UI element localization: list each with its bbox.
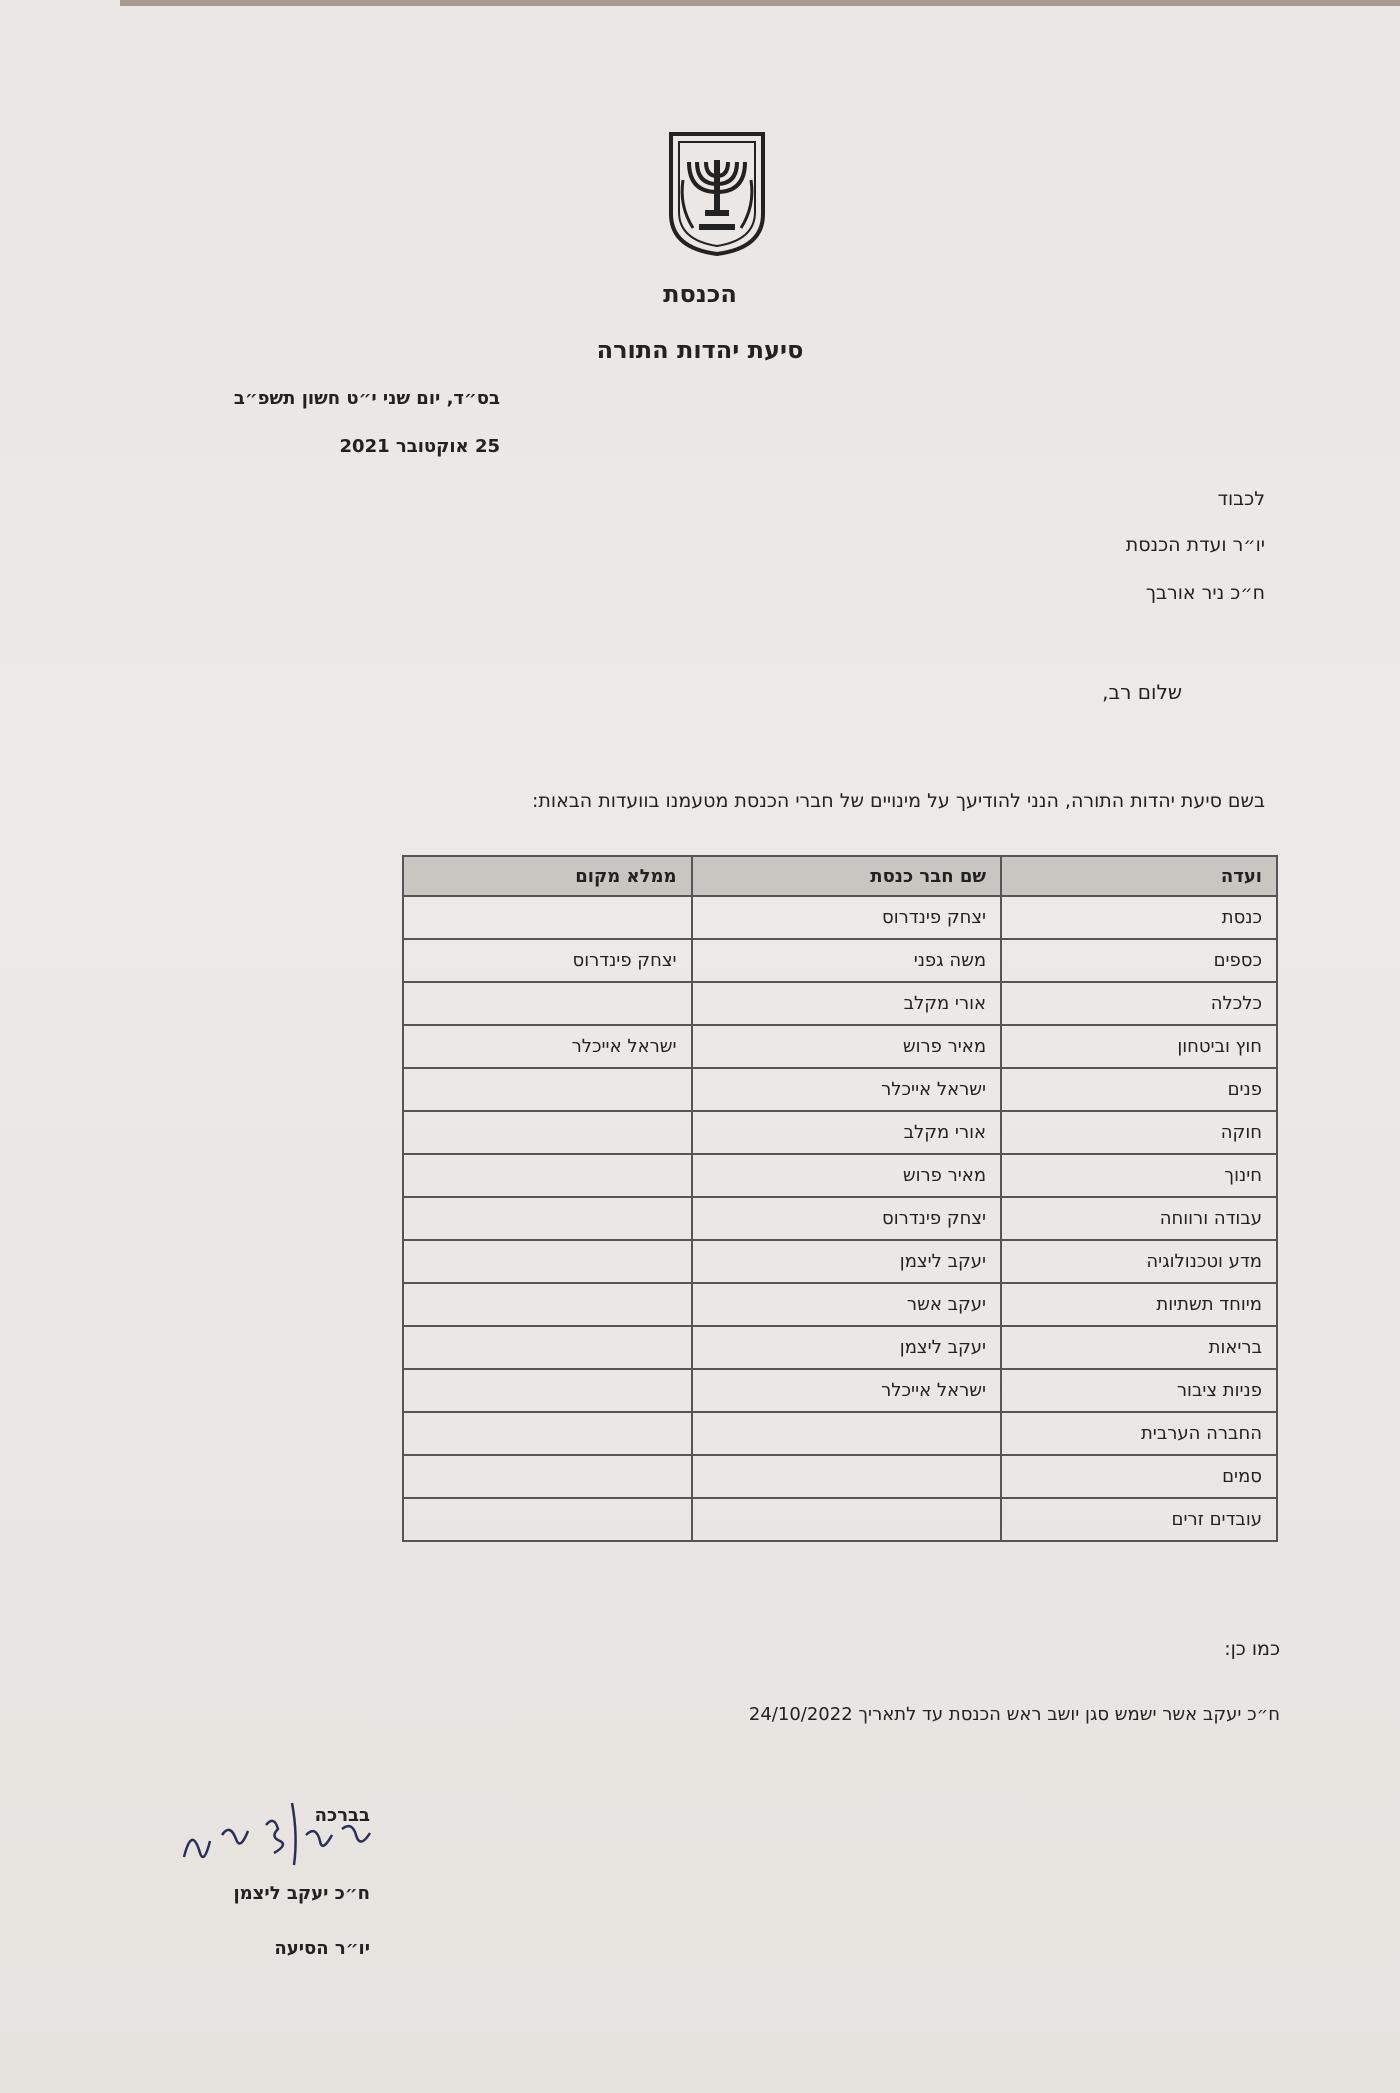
cell-replacement	[403, 1197, 692, 1240]
cell-replacement	[403, 1240, 692, 1283]
cell-committee: סמים	[1001, 1455, 1277, 1498]
gregorian-date: 25 אוקטובר 2021	[339, 436, 500, 457]
table-row	[403, 939, 1277, 982]
cell-committee: עבודה ורווחה	[1001, 1197, 1277, 1240]
closing-regards: בברכה	[314, 1805, 370, 1826]
cell-replacement	[403, 1369, 692, 1412]
cell-member: אורי מקלב	[692, 982, 1002, 1025]
cell-replacement	[403, 1283, 692, 1326]
cell-committee: החברה הערבית	[1001, 1412, 1277, 1455]
cell-replacement	[403, 982, 692, 1025]
cell-replacement	[403, 896, 692, 939]
cell-member	[692, 1412, 1002, 1455]
cell-member: ישראל אייכלר	[692, 1369, 1002, 1412]
table-row	[403, 1412, 1277, 1455]
greeting: שלום רב,	[1102, 680, 1182, 704]
cell-replacement	[403, 1455, 692, 1498]
cell-replacement: יצחק פינדרוס	[403, 939, 692, 982]
cell-committee: מיוחד תשתיות	[1001, 1283, 1277, 1326]
table-row	[403, 982, 1277, 1025]
cell-member: משה גפני	[692, 939, 1002, 982]
cell-member: מאיר פרוש	[692, 1154, 1002, 1197]
table-row	[403, 1068, 1277, 1111]
cell-member	[692, 1455, 1002, 1498]
intro-paragraph: בשם סיעת יהדות התורה, הנני להודיעך על מינויים של חברי הכנסת מטעמנו בוועדות הבאות:	[532, 790, 1265, 812]
table-row	[403, 1326, 1277, 1369]
cell-member: ישראל אייכלר	[692, 1068, 1002, 1111]
table-row	[403, 1283, 1277, 1326]
paper-edge	[120, 0, 1400, 6]
cell-member: יצחק פינדרוס	[692, 896, 1002, 939]
cell-committee: חוקה	[1001, 1111, 1277, 1154]
table-row	[403, 1498, 1277, 1541]
cell-member	[692, 1498, 1002, 1541]
table-row	[403, 1240, 1277, 1283]
org-name: הכנסת	[663, 280, 737, 308]
table-header-row	[403, 856, 1277, 896]
cell-replacement: ישראל אייכלר	[403, 1025, 692, 1068]
addressee-honorific: לכבוד	[1217, 488, 1265, 510]
table-row	[403, 1369, 1277, 1412]
cell-replacement	[403, 1068, 692, 1111]
addressee-title: יו״ר ועדת הכנסת	[1125, 534, 1265, 556]
table-row	[403, 1455, 1277, 1498]
cell-member: יעקב אשר	[692, 1283, 1002, 1326]
cell-replacement	[403, 1498, 692, 1541]
cell-committee: חינוך	[1001, 1154, 1277, 1197]
table-row	[403, 1111, 1277, 1154]
cell-replacement	[403, 1412, 692, 1455]
knesset-emblem-icon	[665, 130, 769, 258]
cell-member: אורי מקלב	[692, 1111, 1002, 1154]
cell-member: יעקב ליצמן	[692, 1240, 1002, 1283]
cell-member: מאיר פרוש	[692, 1025, 1002, 1068]
table-row	[403, 1197, 1277, 1240]
header-replacement: ממלא מקום	[403, 856, 692, 896]
table-row	[403, 1154, 1277, 1197]
cell-replacement	[403, 1326, 692, 1369]
faction-name: סיעת יהדות התורה	[596, 336, 804, 364]
handwritten-signature-icon	[170, 1795, 380, 1885]
header-member: שם חבר כנסת	[692, 856, 1002, 896]
signer-name: ח״כ יעקב ליצמן	[233, 1883, 370, 1904]
committee-table	[402, 855, 1278, 1542]
cell-committee: מדע וטכנולוגיה	[1001, 1240, 1277, 1283]
header-committee: ועדה	[1001, 856, 1277, 896]
cell-committee: פנים	[1001, 1068, 1277, 1111]
table-row	[403, 1025, 1277, 1068]
table-row	[403, 896, 1277, 939]
cell-committee: כלכלה	[1001, 982, 1277, 1025]
also-heading: כמו כן:	[1224, 1638, 1280, 1660]
cell-committee: עובדים זרים	[1001, 1498, 1277, 1541]
deputy-speaker-note: ח״כ יעקב אשר ישמש סגן יושב ראש הכנסת עד לתאריך 24/10/2022	[748, 1704, 1280, 1725]
cell-member: יצחק פינדרוס	[692, 1197, 1002, 1240]
cell-committee: פניות ציבור	[1001, 1369, 1277, 1412]
cell-member: יעקב ליצמן	[692, 1326, 1002, 1369]
cell-committee: כנסת	[1001, 896, 1277, 939]
signer-title: יו״ר הסיעה	[274, 1938, 370, 1959]
hebrew-date: בס״ד, יום שני י״ט חשון תשפ״ב	[233, 388, 500, 409]
cell-committee: בריאות	[1001, 1326, 1277, 1369]
cell-committee: כספים	[1001, 939, 1277, 982]
addressee-name: ח״כ ניר אורבך	[1145, 582, 1265, 604]
cell-replacement	[403, 1111, 692, 1154]
cell-replacement	[403, 1154, 692, 1197]
cell-committee: חוץ וביטחון	[1001, 1025, 1277, 1068]
